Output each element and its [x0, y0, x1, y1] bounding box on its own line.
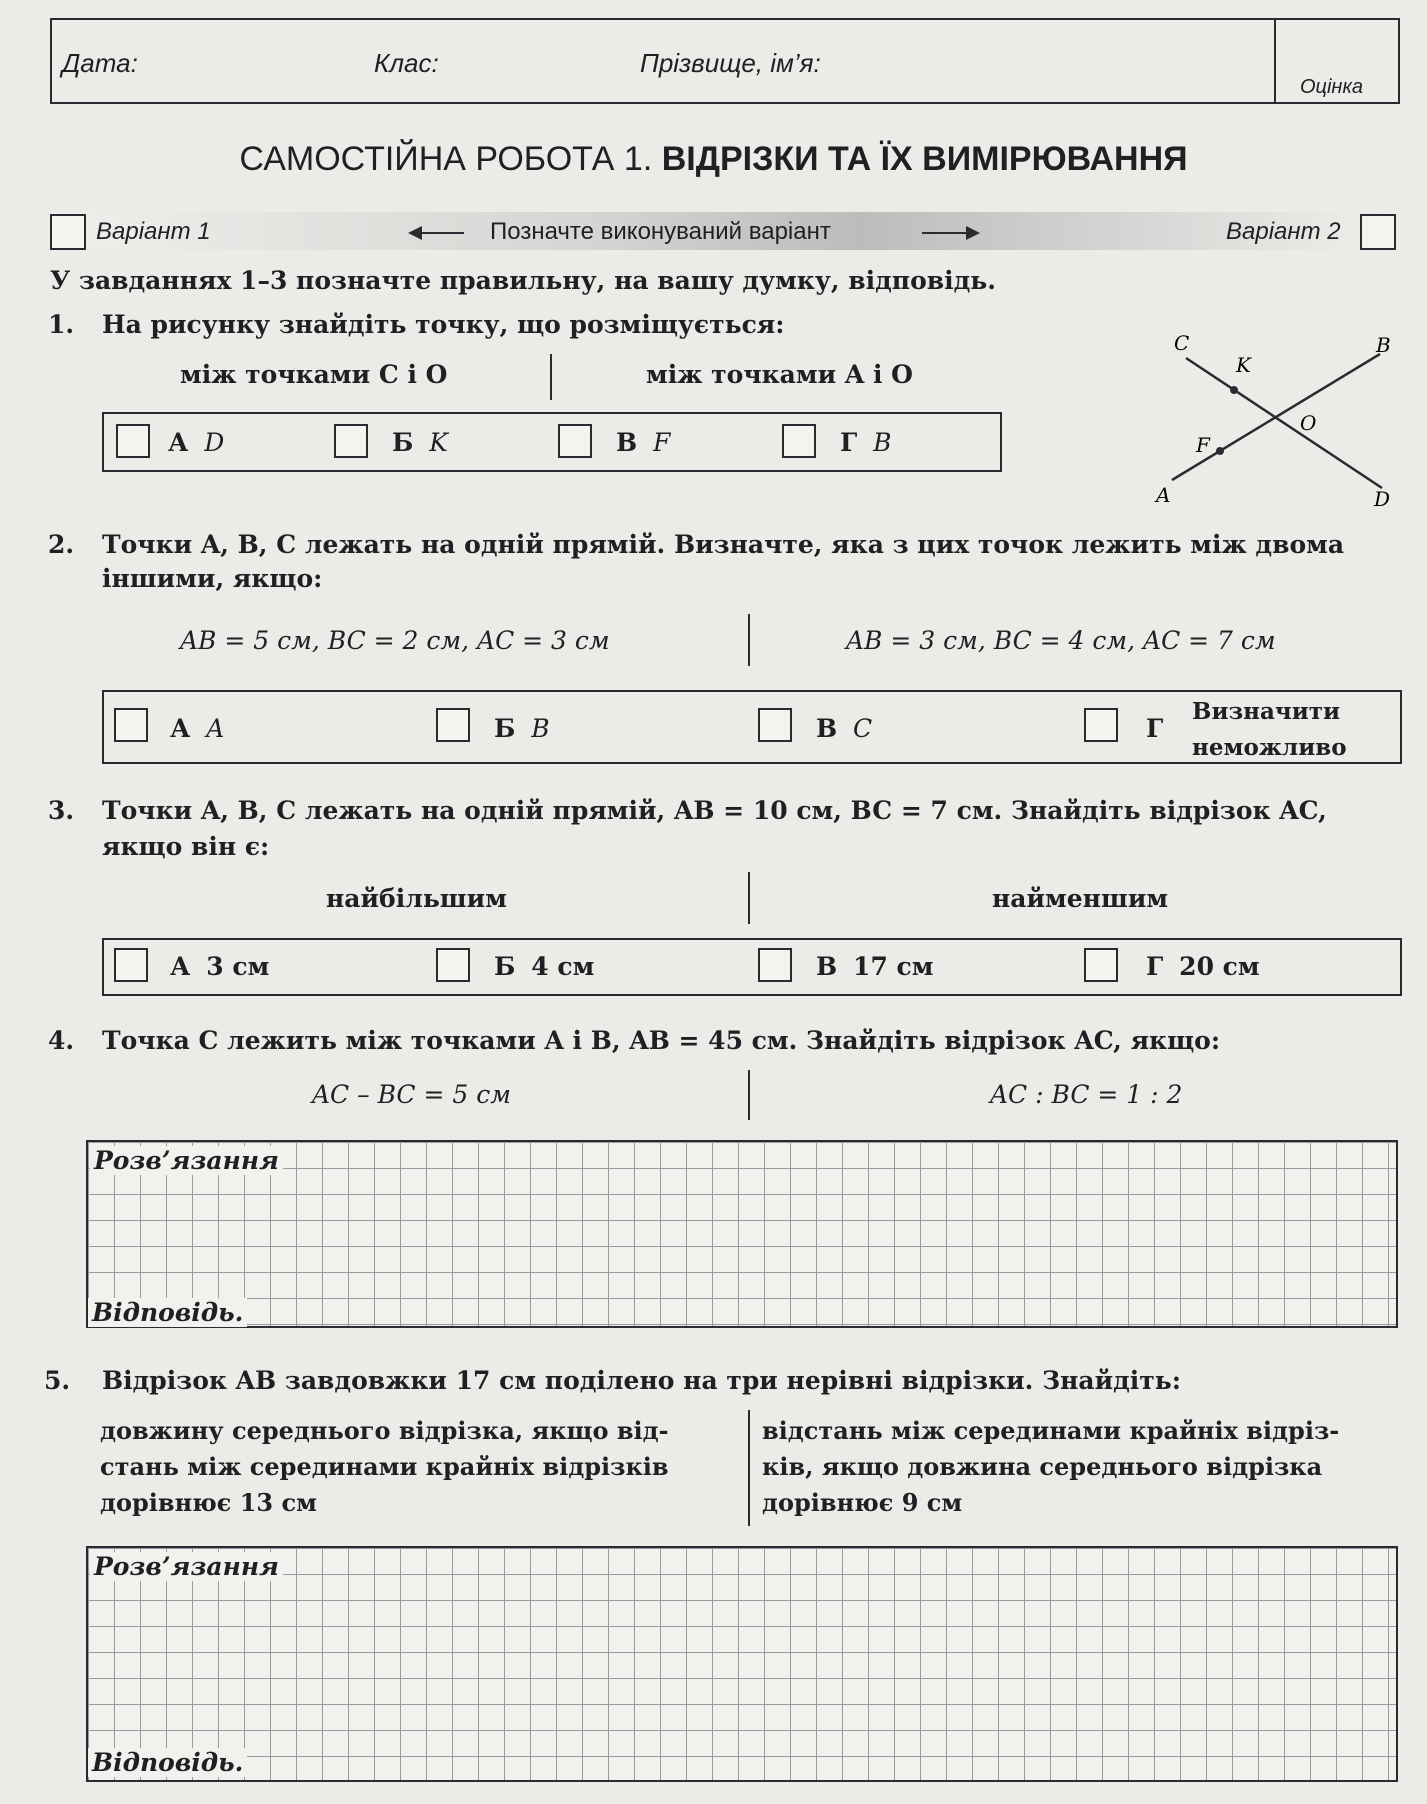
task2-option-d-letter: Г — [1146, 714, 1164, 743]
task1-option-d — [840, 428, 892, 457]
title-prefix: САМОСТІЙНА РОБОТА 1. — [239, 140, 653, 178]
task3-option-a-value: 3 см — [206, 952, 270, 981]
grade-field[interactable] — [1278, 22, 1394, 72]
label-a: A — [1156, 483, 1171, 507]
task5-solution-grid[interactable] — [86, 1546, 1398, 1782]
task1-option-d-letter: Г — [840, 428, 858, 457]
task4-solution-label: Розв’язання — [90, 1146, 283, 1175]
label-c: C — [1174, 331, 1190, 355]
task1-number: 1. — [48, 310, 75, 339]
task1-option-b — [392, 428, 448, 457]
task2-option-b-value: B — [531, 714, 550, 743]
task1-option-b-value: K — [429, 428, 448, 457]
variant1-label: Варіант 1 — [96, 218, 211, 245]
task5-divider — [748, 1410, 750, 1526]
task5-left-line2: стань між серединами крайніх відрізків — [100, 1452, 669, 1481]
task3-option-d-checkbox[interactable] — [1084, 948, 1118, 982]
task1-text: На рисунку знайдіть точку, що розміщується: — [102, 310, 785, 339]
task4-right-condition: AC : BC = 1 : 2 — [990, 1080, 1183, 1109]
task1-option-b-checkbox[interactable] — [334, 424, 368, 458]
task3-option-c-value: 17 см — [853, 952, 934, 981]
label-k: K — [1236, 353, 1251, 377]
task5-solution-label: Розв’язання — [90, 1552, 283, 1581]
task2-option-b — [494, 714, 550, 743]
task5-left-line3: дорівнює 13 см — [100, 1488, 317, 1517]
date-label: Дата: — [62, 48, 138, 78]
page-title — [0, 140, 1427, 179]
line-cd — [1186, 358, 1382, 488]
task1-option-a — [168, 428, 224, 457]
grade-label: Оцінка — [1300, 76, 1364, 98]
task2-number: 2. — [48, 530, 75, 559]
task3-text-line2: якщо він є: — [102, 832, 270, 861]
task3-option-c-letter: В — [816, 952, 838, 981]
task3-option-d-letter: Г — [1146, 952, 1164, 981]
task2-option-d-value-line1: Визначити — [1192, 698, 1341, 725]
task1-option-c-letter: В — [616, 428, 638, 457]
arrow-right — [922, 232, 968, 234]
task2-option-b-checkbox[interactable] — [436, 708, 470, 742]
task2-option-d-value-line2: неможливо — [1192, 734, 1347, 761]
task4-number: 4. — [48, 1026, 75, 1055]
task5-text: Відрізок AB завдовжки 17 см поділено на три нерівні відрізки. Знайдіть: — [102, 1366, 1181, 1395]
task2-option-c-value: C — [853, 714, 873, 743]
date-field[interactable] — [152, 74, 352, 78]
variant2-label: Варіант 2 — [1226, 218, 1341, 245]
task1-option-d-value: B — [873, 428, 892, 457]
point-f — [1216, 447, 1224, 455]
variant-instruction: Позначте виконуваний варіант — [490, 218, 831, 245]
task3-option-b — [494, 952, 594, 981]
task3-option-a — [170, 952, 269, 981]
task1-option-a-value: D — [204, 428, 225, 457]
task3-option-b-checkbox[interactable] — [436, 948, 470, 982]
task4-text: Точка C лежить між точками A і B, AB = 45 см. Знайдіть відрізок AC, якщо: — [102, 1026, 1221, 1055]
task3-option-a-checkbox[interactable] — [114, 948, 148, 982]
task2-option-c-checkbox[interactable] — [758, 708, 792, 742]
arrow-left — [418, 232, 464, 234]
label-d: D — [1374, 487, 1391, 511]
header-grade-divider — [1274, 20, 1276, 102]
task3-option-b-letter: Б — [494, 952, 516, 981]
task3-option-b-value: 4 см — [531, 952, 595, 981]
task5-answer-label: Відповідь. — [88, 1748, 247, 1777]
task3-divider — [748, 872, 750, 924]
task3-option-a-letter: А — [170, 952, 191, 981]
task3-option-d — [1146, 952, 1260, 981]
label-o: O — [1300, 411, 1317, 435]
title-main: ВІДРІЗКИ ТА ЇХ ВИМІРЮВАННЯ — [661, 140, 1188, 178]
task4-left-condition: AC – BC = 5 см — [312, 1080, 511, 1109]
task2-text-line2: іншими, якщо: — [102, 564, 323, 593]
task2-option-b-letter: Б — [494, 714, 516, 743]
task1-option-d-checkbox[interactable] — [782, 424, 816, 458]
task2-option-a — [170, 714, 224, 743]
task3-right-condition: найменшим — [992, 884, 1169, 913]
label-b: B — [1376, 333, 1391, 357]
task1-left-condition: між точками C і O — [180, 360, 448, 389]
task2-option-c-letter: В — [816, 714, 838, 743]
point-k — [1230, 386, 1238, 394]
task4-answer-label: Відповідь. — [88, 1298, 247, 1327]
variant1-checkbox[interactable] — [50, 214, 86, 250]
arrow-left-head — [408, 226, 422, 240]
name-label: Прізвище, ім’я: — [640, 48, 821, 78]
task2-option-d-checkbox[interactable] — [1084, 708, 1118, 742]
task2-option-a-checkbox[interactable] — [114, 708, 148, 742]
task3-option-d-value: 20 см — [1179, 952, 1260, 981]
task4-divider — [748, 1070, 750, 1120]
task3-option-c — [816, 952, 933, 981]
class-field[interactable] — [460, 74, 630, 78]
label-f: F — [1196, 433, 1210, 457]
class-label: Клас: — [374, 48, 439, 78]
task1-option-b-letter: Б — [392, 428, 414, 457]
name-field[interactable] — [862, 74, 1262, 78]
task1-right-condition: між точками A і O — [646, 360, 913, 389]
task5-left-line1: довжину середнього відрізка, якщо від- — [100, 1416, 669, 1445]
task3-text-line1: Точки A, B, C лежать на одній прямій, AB = 10 см, BC = 7 см. Знайдіть відрізок AC, — [102, 796, 1327, 825]
task2-text-line1: Точки A, B, C лежать на одній прямій. Визначте, яка з цих точок лежить між двома — [102, 530, 1345, 559]
task2-option-a-letter: А — [170, 714, 191, 743]
task2-option-a-value: A — [206, 714, 225, 743]
task1-option-c-checkbox[interactable] — [558, 424, 592, 458]
task3-option-c-checkbox[interactable] — [758, 948, 792, 982]
task5-right-line3: дорівнює 9 см — [762, 1488, 963, 1517]
task5-number: 5. — [44, 1366, 71, 1395]
task1-figure — [1150, 330, 1410, 520]
variant2-checkbox[interactable] — [1360, 214, 1396, 250]
task1-option-c-value: F — [653, 428, 671, 457]
task2-left-condition: AB = 5 см, BC = 2 см, AC = 3 см — [180, 626, 610, 655]
intro-text: У завданнях 1–3 позначте правильну, на вашу думку, відповідь. — [50, 266, 996, 295]
task2-option-c — [816, 714, 872, 743]
task5-right-line2: ків, якщо довжина середнього відрізка — [762, 1452, 1323, 1481]
task1-option-c — [616, 428, 670, 457]
task2-divider — [748, 614, 750, 666]
arrow-right-head — [966, 226, 980, 240]
task3-number: 3. — [48, 796, 75, 825]
task1-option-a-letter: А — [168, 428, 189, 457]
line-ab — [1172, 354, 1380, 480]
task1-option-a-checkbox[interactable] — [116, 424, 150, 458]
task1-divider — [550, 354, 552, 400]
task2-right-condition: AB = 3 см, BC = 4 см, AC = 7 см — [846, 626, 1276, 655]
task5-right-line1: відстань між серединами крайніх відріз- — [762, 1416, 1340, 1445]
task3-left-condition: найбільшим — [326, 884, 507, 913]
